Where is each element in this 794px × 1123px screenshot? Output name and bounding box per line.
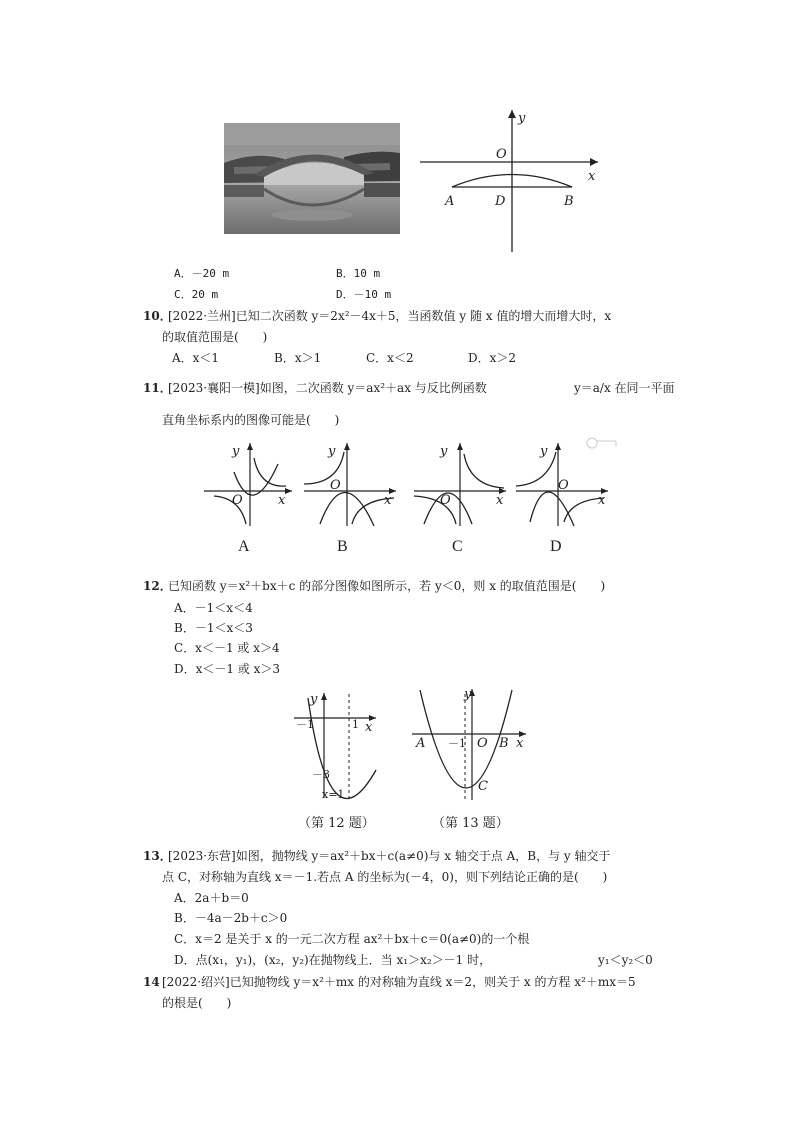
q9-option-a: A．－20 m [174,267,230,280]
q14-stem: [2022·绍兴]已知抛物线 y＝x²＋mx 的对称轴为直线 x＝2，则关于 x 的方程 x²＋mx＝5 [162,975,636,989]
x-axis-label: x [496,493,504,508]
q12-stem: 已知函数 y＝x²＋bx＋c 的部分图像如图所示，若 y＜0，则 x 的取值范围是( ) [168,579,606,593]
q14-stem-2: 的根是( ) [162,996,232,1010]
q10-stem-2: 的取值范围是( ) [162,330,268,344]
q11-stem: [2023·襄阳一模]如图，二次函数 y＝ax²＋ax 与反比例函数 [168,381,487,395]
q13-stem: [2023·东营]如图，抛物线 y＝ax²＋bx＋c(a≠0)与 x 轴交于点 A，B，与 y 轴交于 [168,849,611,863]
q12-option-d: D．x＜－1 或 x＞3 [174,662,281,676]
x-axis-label: x [384,493,392,508]
q13-stem-2: 点 C，对称轴为直线 x＝－1.若点 A 的坐标为(－4，0)，则下列结论正确的是( ) [162,870,608,884]
q11-stem-2: 直角坐标系内的图像可能是( ) [162,413,340,427]
caption-b: B [337,538,348,555]
q10-option-a: A．x＜1 [172,351,220,365]
q10-option-b: B．x＞1 [274,351,322,365]
q11-graph-c [410,440,510,530]
q13-option-b: B．－4a－2b＋c＞0 [174,911,288,925]
tick-1: 1 [352,718,359,731]
x-axis-label: x [588,169,596,184]
q10-option-c: C．x＜2 [366,351,414,365]
q10-number: 10． [143,309,172,323]
origin-label: O [440,493,451,508]
point-b-label: B [564,194,574,209]
q11-number: 11． [143,381,172,395]
y-axis-label: y [328,444,336,459]
origin-label: O [558,478,569,493]
x-axis-label: x [365,720,373,735]
tick-minus-1: －1 [448,737,466,750]
tick-minus-1: －1 [296,718,314,731]
y-axis-label: y [232,444,240,459]
caption-q13: （第 13 题） [432,816,509,831]
y-axis-label: y [518,111,526,126]
q12-option-a: A．－1＜x＜4 [174,601,253,615]
origin-label: O [477,736,488,751]
point-a-label: A [416,736,426,751]
caption-q12: （第 12 题） [298,816,375,831]
x-axis-label: x [516,736,524,751]
fig-13 [408,686,533,804]
point-d-label: D [495,194,506,209]
q13-option-c: C．x＝2 是关于 x 的一元二次方程 ax²＋bx＋c＝0(a≠0)的一个根 [174,932,530,946]
x-axis-label: x [598,493,606,508]
point-b-label: B [499,736,509,751]
q12-number: 12． [143,579,172,593]
q11-captions [200,534,600,556]
tick-minus-3: －3 [312,768,330,781]
q11-stem-frac: y＝a/x 在同一平面 [574,381,675,395]
q10-stem: [2022·兰州]已知二次函数 y＝2x²－4x＋5，当函数值 y 随 x 值的增大而增大时，x [168,309,612,323]
q12-option-b: B．－1＜x＜3 [174,621,253,635]
caption-c: C [452,538,463,555]
origin-label: O [232,493,243,508]
q9-option-d: D．－10 m [336,288,392,301]
bridge-photo [224,123,400,234]
q11-graph-b [300,440,400,530]
caption-a: A [238,538,250,555]
y-axis-label: y [440,444,448,459]
y-axis-label: y [540,444,548,459]
q11-graph-a [200,440,295,530]
q12-option-c: C．x＜－1 或 x＞4 [174,641,280,655]
origin-label: O [330,478,341,493]
q10-option-d: D．x＞2 [468,351,517,365]
q13-option-d-tail: y₁＜y₂＜0 [598,953,653,967]
symmetry-axis-label: x=1 [322,788,345,801]
point-a-label: A [445,194,455,209]
y-axis-label: y [310,692,318,707]
y-axis-label: y [464,687,472,702]
x-axis-label: x [278,493,286,508]
fig-12 [290,690,390,802]
q13-option-d: D．点(x₁，y₁)，(x₂，y₂)在抛物线上．当 x₁＞x₂＞－1 时， [174,953,492,967]
q9-option-c: C．20 m [174,288,219,301]
point-c-label: C [478,779,488,794]
q11-graph-d [512,440,612,530]
q14-number: 14 [143,975,160,989]
origin-label: O [496,147,507,162]
q9-coordinate-figure [420,106,610,256]
q13-number: 13． [143,849,172,863]
q13-option-a: A．2a＋b＝0 [174,891,249,905]
q9-option-b: B．10 m [336,267,381,280]
caption-d: D [550,538,562,555]
